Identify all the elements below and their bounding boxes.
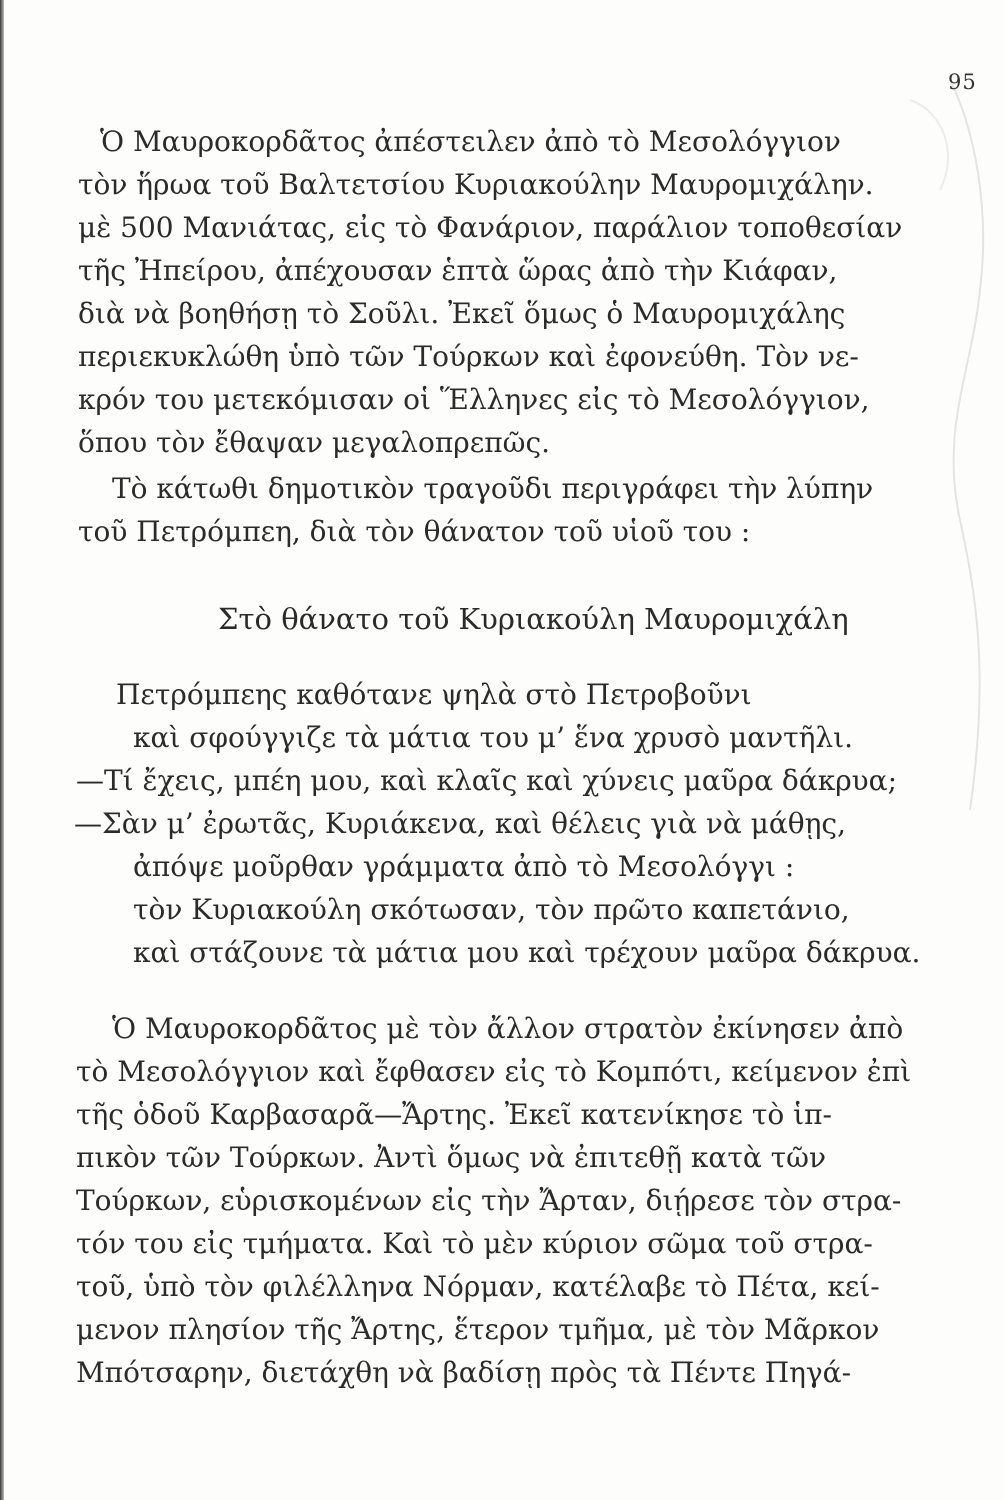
poem-line: Πετρόμπεης καθότανε ψηλὰ στὸ Πετροβοῦνι [116,678,752,711]
poem-line: καὶ σφούγγιζε τὰ μάτια του μ’ ἕνα χρυσὸ μαντῆλι. [133,721,854,754]
text-line: διὰ νὰ βοηθήσῃ τὸ Σοῦλι. Ἐκεῖ ὅμως ὁ Μαυρομιχάλης [78,297,846,330]
text-line: Τούρκων, εὑρισκομένων εἰς τὴν Ἄρταν, διῄρεσε τὸν στρα- [76,1184,902,1217]
text-line: τοῦ Πετρόμπεη, διὰ τὸν θάνατον τοῦ υἱοῦ του : [78,515,751,548]
text-line: τῆς Ἠπείρου, ἀπέχουσαν ἑπτὰ ὥρας ἀπὸ τὴν Κιάφαν, [78,254,838,287]
text-line: τῆς ὁδοῦ Καρβασαρᾶ—Ἄρτης. Ἐκεῖ κατενίκησε τὸ ἱπ- [76,1098,832,1131]
text-line: ὅπου τὸν ἔθαψαν μεγαλοπρεπῶς. [78,426,551,459]
text-line: μὲ 500 Μανιάτας, εἰς τὸ Φανάριον, παράλιον τοποθεσίαν [78,211,903,244]
text-line: κρόν του μετεκόμισαν οἱ Ἕλληνες εἰς τὸ Μεσολόγγιον, [78,383,870,416]
poem-line: καὶ στάζουνε τὰ μάτια μου καὶ τρέχουν μαῦρα δάκρυα. [133,936,921,969]
text-line: τὸ Μεσολόγγιον καὶ ἔφθασεν εἰς τὸ Κομπότι, κείμενον ἐπὶ [76,1055,912,1088]
poem-line: τὸν Κυριακούλη σκότωσαν, τὸν πρῶτο καπετάνιο, [133,893,850,926]
poem-line: ἀπόψε μοῦρθαν γράμματα ἀπὸ τὸ Μεσολόγγι : [133,850,795,883]
pencil-margin-scribble [880,70,1000,830]
poem-title: Στὸ θάνατο τοῦ Κυριακούλη Μαυρομιχάλη [218,602,849,636]
text-line: Ὁ Μαυροκορδᾶτος μὲ τὸν ἄλλον στρατὸν ἐκίνησεν ἀπὸ [112,1012,904,1045]
poem-line: —Τί ἔχεις, μπέη μου, καὶ κλαῖς καὶ χύνεις μαῦρα δάκρυα; [76,764,898,797]
text-line: Ὁ Μαυροκορδᾶτος ἀπέστειλεν ἀπὸ τὸ Μεσολόγγιον [100,125,841,158]
text-line: τοῦ, ὑπὸ τὸν φιλέλληνα Νόρμαν, κατέλαβε τὸ Πέτα, κεί- [76,1270,880,1303]
text-line: τὸν ἥρωα τοῦ Βαλτετσίου Κυριακούλην Μαυρομιχάλην. [78,168,874,201]
text-line: περιεκυκλώθη ὑπὸ τῶν Τούρκων καὶ ἐφονεύθη. Τὸν νε- [78,340,859,373]
text-line: Μπότσαρην, διετάχθη νὰ βαδίσῃ πρὸς τὰ Πέντε Πηγά- [76,1356,852,1389]
text-line: Τὸ κάτωθι δημοτικὸν τραγοῦδι περιγράφει τὴν λύπην [112,472,874,505]
page-binding-edge [0,0,4,1500]
text-line: πικὸν τῶν Τούρκων. Ἀντὶ ὅμως νὰ ἐπιτεθῇ κατὰ τῶν [76,1141,826,1174]
poem-line: —Σὰν μ’ ἐρωτᾶς, Κυριάκενα, καὶ θέλεις γιὰ νὰ μάθῃς, [74,807,846,840]
text-line: τόν του εἰς τμήματα. Καὶ τὸ μὲν κύριον σῶμα τοῦ στρα- [76,1227,873,1260]
page-number: 95 [948,70,977,94]
text-line: μενον πλησίον τῆς Ἄρτης, ἕτερον τμῆμα, μὲ τὸν Μᾶρκον [76,1313,880,1346]
